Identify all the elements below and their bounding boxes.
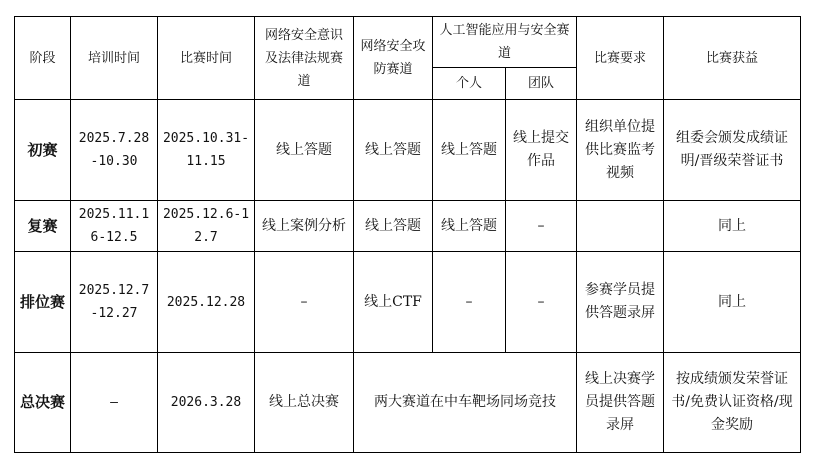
training-time-cell: 2025.7.28-10.30 [71,100,158,201]
training-time-cell: – [71,353,158,453]
table-row [15,201,801,252]
header-stage: 阶段 [15,17,71,100]
law-track-cell: 线上案例分析 [255,201,354,252]
training-time-cell: 2025.12.7-12.27 [71,252,158,353]
header-requirements: 比赛要求 [577,17,664,100]
header-track-ai: 人工智能应用与安全赛道 [433,17,577,68]
ai-team-cell: – [506,252,577,353]
header-benefits: 比赛获益 [664,17,801,100]
requirement-cell: 参赛学员提供答题录屏 [577,252,664,353]
competition-time-cell: 2025.12.28 [158,252,255,353]
merged-tracks-cell: 两大赛道在中车靶场同场竞技 [354,353,577,453]
header-row [15,17,801,68]
ai-team-cell: – [506,201,577,252]
benefit-cell: 组委会颁发成绩证明/晋级荣誉证书 [664,100,801,201]
table-row [15,252,801,353]
table-row [15,353,801,453]
ai-individual-cell: – [433,252,506,353]
header-track-law: 网络安全意识及法律法规赛道 [255,17,354,100]
benefit-cell: 同上 [664,201,801,252]
competition-time-cell: 2025.10.31-11.15 [158,100,255,201]
ai-individual-cell: 线上答题 [433,201,506,252]
ai-team-cell: 线上提交作品 [506,100,577,201]
requirement-cell: 线上决赛学员提供答题录屏 [577,353,664,453]
header-team: 团队 [506,68,577,100]
competition-schedule-table [14,16,801,453]
requirement-cell: 组织单位提供比赛监考视频 [577,100,664,201]
header-track-attack-defense: 网络安全攻防赛道 [354,17,433,100]
stage-cell: 排位赛 [15,252,71,353]
attack-track-cell: 线上答题 [354,100,433,201]
training-time-cell: 2025.11.16-12.5 [71,201,158,252]
attack-track-cell: 线上答题 [354,201,433,252]
law-track-cell: 线上总决赛 [255,353,354,453]
law-track-cell: – [255,252,354,353]
requirement-cell [577,201,664,252]
competition-time-cell: 2025.12.6-12.7 [158,201,255,252]
stage-cell: 初赛 [15,100,71,201]
benefit-cell: 按成绩颁发荣誉证书/免费认证资格/现金奖励 [664,353,801,453]
law-track-cell: 线上答题 [255,100,354,201]
header-competition-time: 比赛时间 [158,17,255,100]
stage-cell: 总决赛 [15,353,71,453]
header-training-time: 培训时间 [71,17,158,100]
table-row [15,100,801,201]
stage-cell: 复赛 [15,201,71,252]
header-individual: 个人 [433,68,506,100]
ai-individual-cell: 线上答题 [433,100,506,201]
benefit-cell: 同上 [664,252,801,353]
competition-time-cell: 2026.3.28 [158,353,255,453]
attack-track-cell: 线上CTF [354,252,433,353]
